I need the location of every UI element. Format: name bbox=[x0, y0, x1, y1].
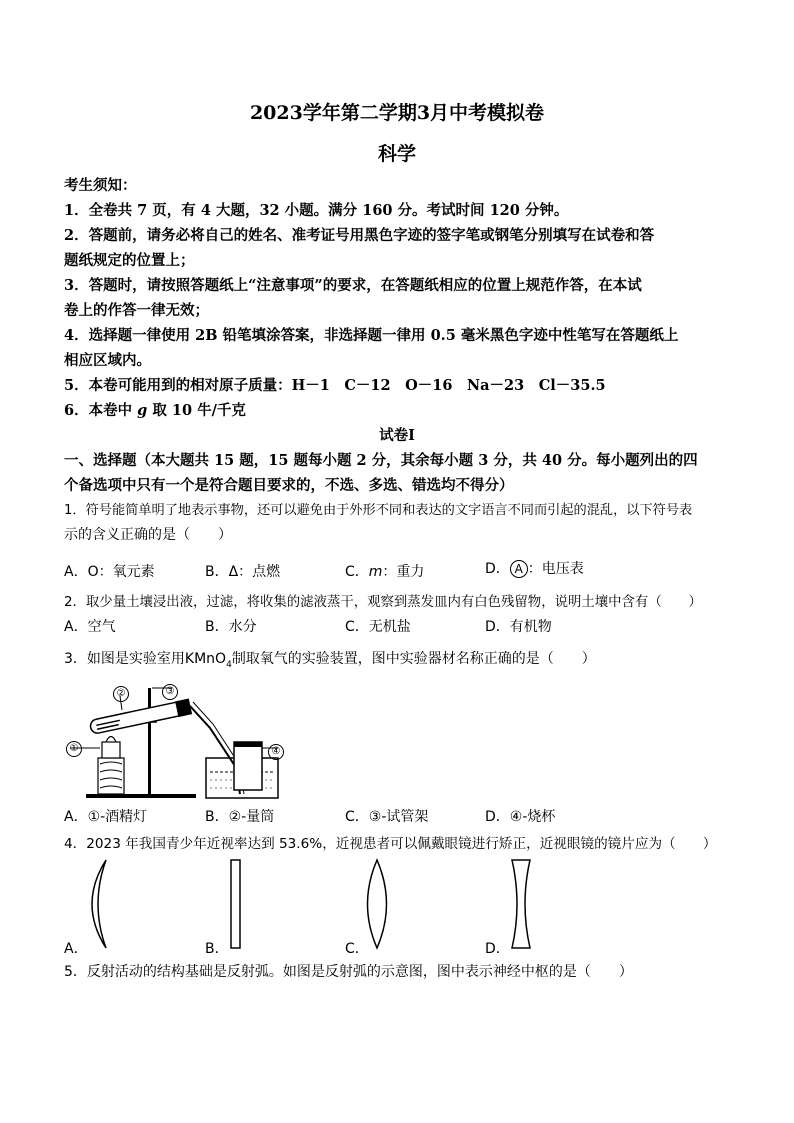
notice-item: 题纸规定的位置上； bbox=[64, 252, 195, 269]
q2-option-b: B．水分 bbox=[205, 619, 257, 635]
q2-option-c: C．无机盐 bbox=[345, 619, 411, 635]
notice-item: 1．全卷共 7 页，有 4 大题，32 小题。满分 160 分。考试时间 120 分钟。 bbox=[64, 202, 569, 219]
kmno4-main: KMnO bbox=[184, 651, 227, 667]
q1-option-c bbox=[345, 561, 424, 581]
q3-option-c: C．③-试管架 bbox=[345, 809, 429, 825]
notice-item: 4．选择题一律使用 2B 铅笔填涂答案，非选择题一律用 0.5 毫米黑色字迹中性笔写在答题纸上 bbox=[64, 327, 679, 344]
lens-b-icon bbox=[226, 858, 246, 950]
notice-item: 卷上的作答一律无效； bbox=[64, 302, 209, 319]
q4-option-d: D． bbox=[485, 941, 510, 957]
notice-item: 相应区域内。 bbox=[64, 352, 151, 369]
lens-c-icon bbox=[362, 858, 392, 950]
q1-option-a: A．O：氧元素 bbox=[64, 564, 155, 580]
lens-d-icon bbox=[506, 858, 536, 950]
delivery-tube bbox=[190, 706, 240, 794]
q5-stem: 5．反射活动的结构基础是反射弧。如图是反射弧的示意图，图中表示神经中枢的是（ ） bbox=[64, 964, 633, 980]
q1-option-d-prefix: D． bbox=[485, 561, 510, 577]
test-tube bbox=[89, 701, 186, 735]
kmno4-formula bbox=[184, 651, 232, 670]
q4-stem: 4．2023 年我国青少年近视率达到 53.6%，近视患者可以佩戴眼镜进行矫正，近视眼镜的镜片应为（ ） bbox=[64, 836, 717, 852]
notice-item: 5．本卷可能用到的相对原子质量：H－1 C－12 O－16 Na－23 Cl－35.5 bbox=[64, 377, 606, 394]
kmno4-subscript: 4 bbox=[226, 659, 232, 670]
notice-item-6-suffix: 取 10 牛/千克 bbox=[147, 402, 246, 419]
oxygen-apparatus-figure bbox=[60, 676, 300, 806]
figure-label-1 bbox=[66, 738, 82, 757]
section-heading-line1: 一、选择题（本大题共 15 题，15 题每小题 2 分，其余每小题 3 分，共 40 分。每小题列出的四 bbox=[64, 452, 698, 469]
q1-option-b: B．Δ：点燃 bbox=[205, 564, 281, 580]
q3-option-b: B．②-量筒 bbox=[205, 809, 275, 825]
q2-option-a: A．空气 bbox=[64, 619, 116, 635]
figure-label-3-mark: ③ bbox=[162, 684, 178, 700]
mass-symbol: m bbox=[368, 564, 383, 580]
flame bbox=[106, 737, 116, 743]
stand-rod bbox=[148, 688, 151, 796]
q3-option-d: D．④-烧杯 bbox=[485, 809, 556, 825]
q1-option-d-suffix: ：电压表 bbox=[527, 561, 584, 577]
q1-stem-line2: 示的含义正确的是（ ） bbox=[64, 527, 232, 543]
notice-heading: 考生须知： bbox=[64, 177, 137, 194]
notice-item: 3．答题时，请按照答题纸上“注意事项”的要求，在答题纸相应的位置上规范作答，在本试 bbox=[64, 277, 642, 294]
figure-label-3 bbox=[162, 681, 178, 700]
lens-a-icon bbox=[84, 858, 114, 950]
q4-option-a: A． bbox=[64, 941, 88, 957]
lamp-top bbox=[102, 742, 120, 758]
figure-label-2 bbox=[113, 683, 129, 702]
q3-stem-suffix: 制取氧气的实验装置，图中实验器材名称正确的是（ ） bbox=[231, 651, 596, 667]
subject-title: 科学 bbox=[377, 143, 416, 165]
q3-stem bbox=[64, 648, 596, 670]
ammeter-symbol-icon: A bbox=[510, 560, 528, 578]
figure-label-4 bbox=[268, 741, 284, 760]
figure-label-2-mark: ② bbox=[113, 686, 129, 702]
notice-item: 2．答题前，请务必将自己的姓名、准考证号用黑色字迹的签字笔或钢笔分别填写在试卷和答 bbox=[64, 227, 655, 244]
notice-item-6-prefix: 6．本卷中 bbox=[64, 402, 138, 419]
q3-option-a: A．①-酒精灯 bbox=[64, 809, 148, 825]
section-label: 试卷Ⅰ bbox=[379, 427, 415, 444]
figure-label-1-mark: ① bbox=[66, 741, 82, 757]
gas-jar bbox=[234, 742, 262, 790]
q1-option-c-suffix: ：重力 bbox=[382, 564, 425, 580]
q1-option-c-prefix: C． bbox=[345, 564, 369, 580]
section-heading-line2: 个备选项中只有一个是符合题目要求的，不选、多选、错选均不得分） bbox=[64, 477, 514, 494]
figure-label-4-mark: ④ bbox=[268, 744, 284, 760]
q2-option-d: D．有机物 bbox=[485, 619, 552, 635]
q1-stem-line1: 1．符号能简单明了地表示事物，还可以避免由于外形不同和表达的文字语言不同而引起的混乱，以下符号表 bbox=[64, 503, 693, 518]
q4-option-b: B． bbox=[205, 941, 229, 957]
q3-stem-prefix: 3．如图是实验室用 bbox=[64, 651, 185, 667]
exam-title: 2023学年第二学期3月中考模拟卷 bbox=[249, 102, 545, 124]
q4-option-c: C． bbox=[345, 941, 369, 957]
q1-option-d bbox=[485, 558, 584, 578]
notice-item-6 bbox=[64, 399, 246, 420]
gravity-symbol: g bbox=[137, 402, 148, 419]
q2-stem: 2．取少量土壤浸出液，过滤，将收集的滤液蒸干，观察到蒸发皿内有白色残留物，说明土壤中含有（ ） bbox=[64, 595, 702, 610]
